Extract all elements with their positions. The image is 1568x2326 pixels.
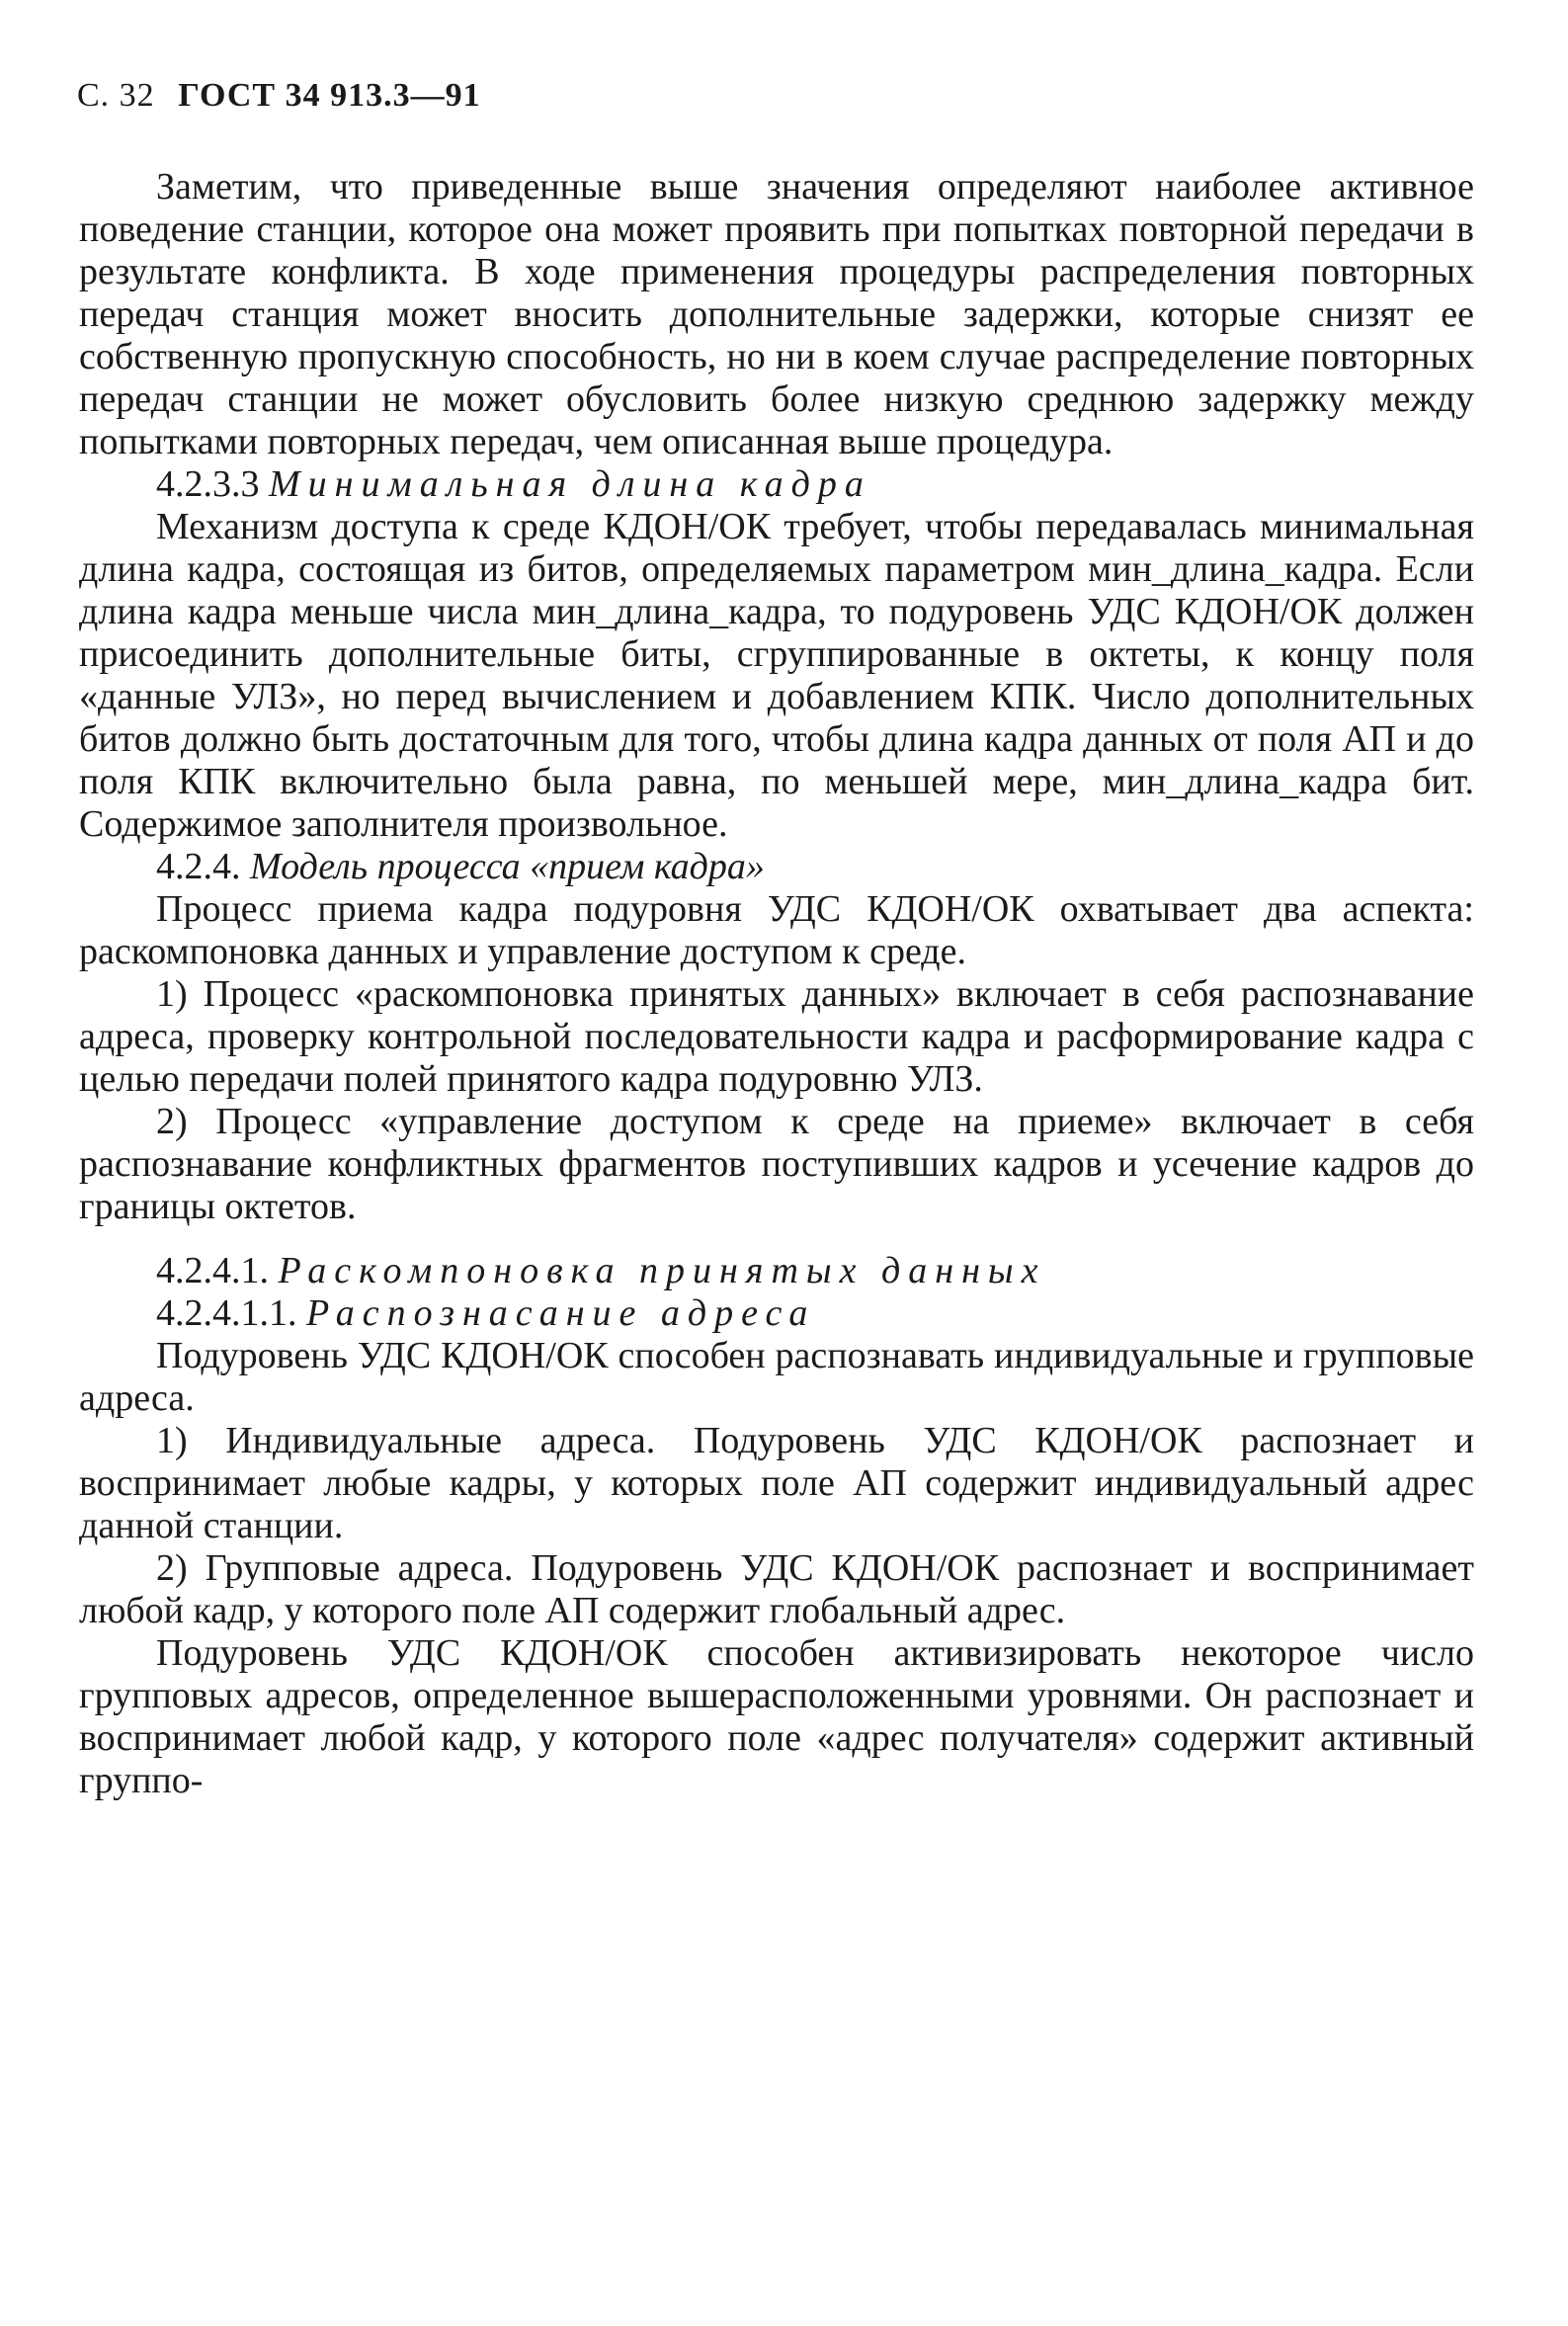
section-title: Модель процесса «прием кадра» <box>250 846 765 887</box>
paragraph: Подуровень УДС КДОН/ОК способен распознавать индивидуальные и групповые адреса. <box>79 1335 1474 1419</box>
page-number: С. 32 <box>77 77 155 114</box>
section-title: Распознасание адреса <box>306 1292 816 1334</box>
section-number: 4.2.4.1. <box>156 1250 269 1291</box>
section-heading-4-2-4-1 <box>79 1250 1474 1292</box>
paragraph: Механизм доступа к среде КДОН/ОК требует, чтобы передавалась минимальная длина кадра, состоящая из битов, определяемых параметром мин_длина_кадра. Если длина кадра меньше числа мин_длина_кадра, то подуровень УДС КДОН/ОК должен присоединить дополнительные биты, сгруппированные в октеты, к концу поля «данные УЛЗ», но перед вычислением и добавлением КПК. Число дополнительных битов должно быть достаточным для того, чтобы длина кадра данных от поля АП и до поля КПК включительно была равна, по меньшей мере, мин_длина_кадра бит. Содержимое заполнителя произвольное. <box>79 506 1474 845</box>
section-heading-4-2-3-3 <box>79 463 1474 506</box>
standard-code: ГОСТ 34 913.3—91 <box>178 77 481 114</box>
page-header <box>77 77 481 115</box>
section-heading-4-2-4-1-1 <box>79 1292 1474 1335</box>
section-number: 4.2.4.1.1. <box>156 1292 297 1334</box>
list-item: 1) Процесс «раскомпоновка принятых данных» включает в себя распознавание адреса, проверку контрольной последовательности кадра и расформирование кадра с целью передачи полей принятого кадра подуровню УЛЗ. <box>79 973 1474 1100</box>
section-number: 4.2.4. <box>156 846 241 887</box>
list-item: 2) Процесс «управление доступом к среде на приеме» включает в себя распознавание конфликтных фрагментов поступивших кадров и усечение кадров до границы октетов. <box>79 1101 1474 1227</box>
paragraph: Процесс приема кадра подуровня УДС КДОН/ОК охватывает два аспекта: раскомпоновка данных и управление доступом к среде. <box>79 888 1474 972</box>
spacer <box>79 1228 1474 1250</box>
list-item: 1) Индивидуальные адреса. Подуровень УДС КДОН/ОК распознает и воспринимает любые кадры, у которых поле АП содержит индивидуальный адрес данной станции. <box>79 1420 1474 1546</box>
section-number: 4.2.3.3 <box>156 463 260 505</box>
paragraph: Подуровень УДС КДОН/ОК способен активизировать некоторое число групповых адресов, определенное вышерасположенными уровнями. Он распознает и воспринимает любой кадр, у которого поле «адрес получателя» содержит активный группо- <box>79 1632 1474 1801</box>
section-title: Минимальная длина кадра <box>269 463 871 505</box>
section-title: Раскомпоновка принятых данных <box>278 1250 1046 1291</box>
paragraph: Заметим, что приведенные выше значения определяют наиболее активное поведение станции, которое она может проявить при попытках повторной передачи в результате конфликта. В ходе применения процедуры распределения повторных передач станция может вносить дополнительные задержки, которые снизят ее собственную пропускную способность, но ни в коем случае распределение повторных передач станции не может обусловить более низкую среднюю задержку между попытками повторных передач, чем описанная выше процедура. <box>79 166 1474 462</box>
document-body <box>79 166 1474 1802</box>
list-item: 2) Групповые адреса. Подуровень УДС КДОН/ОК распознает и воспринимает любой кадр, у которого поле АП содержит глобальный адрес. <box>79 1547 1474 1631</box>
section-heading-4-2-4 <box>79 846 1474 888</box>
